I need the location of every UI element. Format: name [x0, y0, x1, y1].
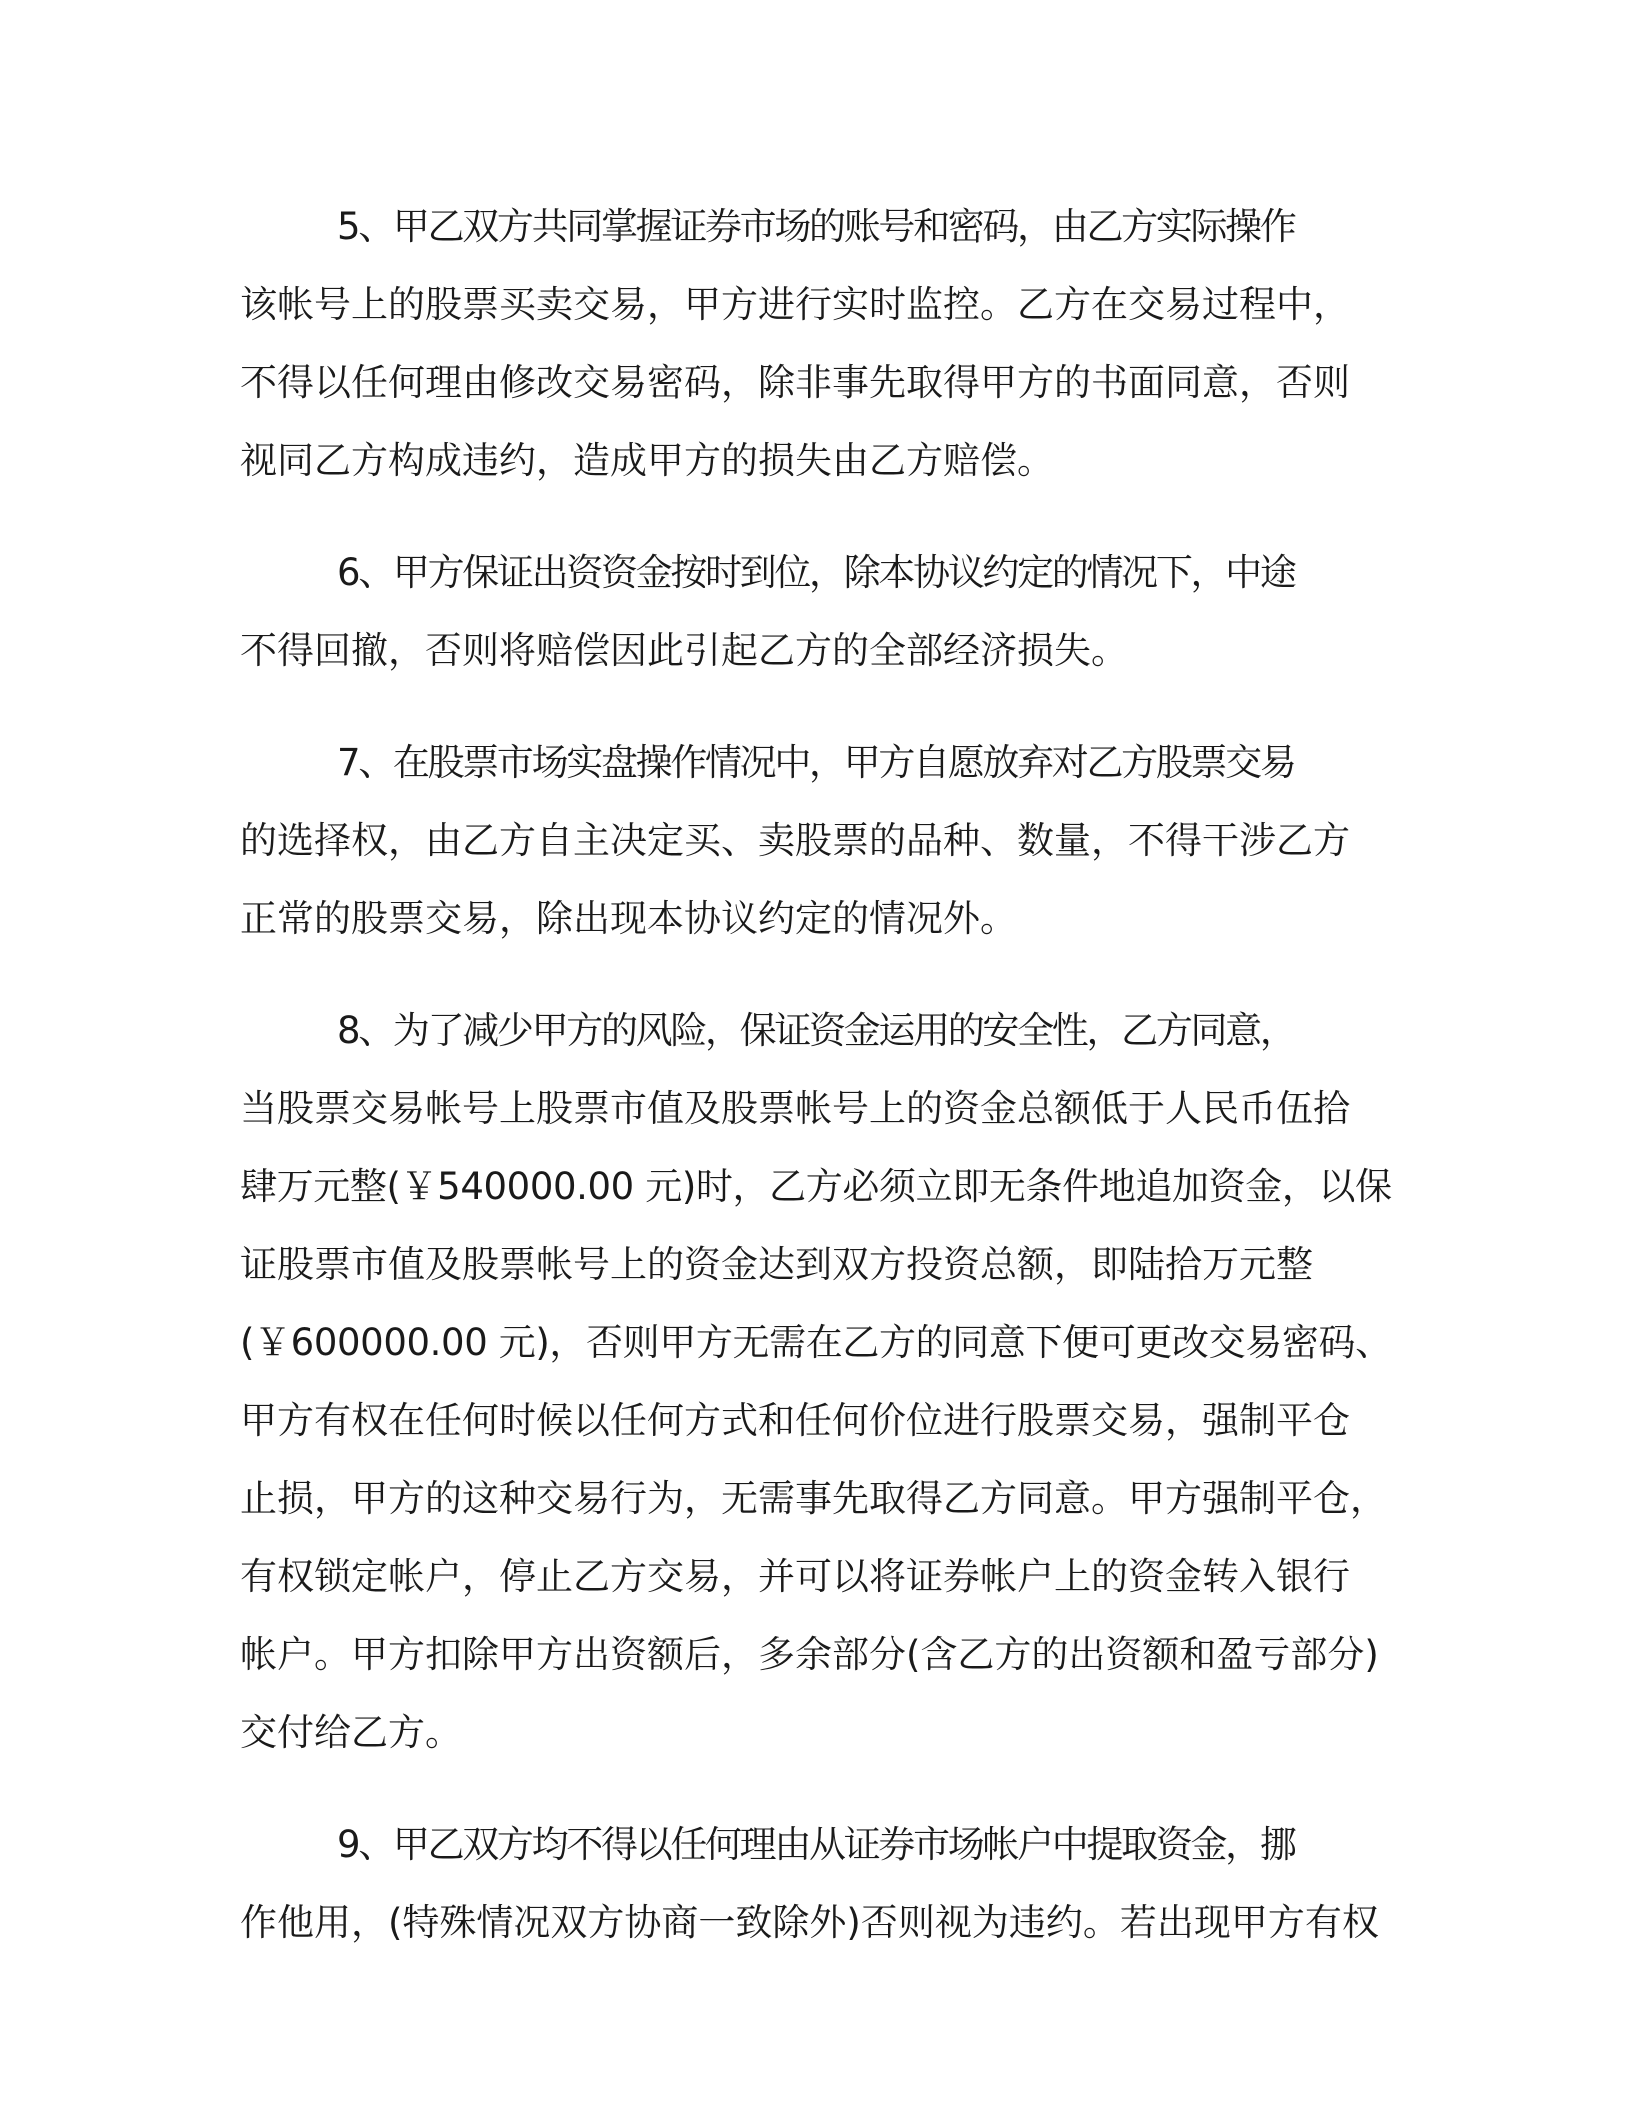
- text-line: 交付给乙方。: [240, 1711, 462, 1754]
- clause-6-paragraph: [240, 534, 1392, 690]
- text-line: 5、甲乙双方共同掌握证券市场的账号和密码，由乙方实际操作: [337, 205, 1295, 248]
- text-line: 正常的股票交易，除出现本协议约定的情况外。: [240, 897, 1017, 940]
- text-line: 6、甲方保证出资资金按时到位，除本协议约定的情况下，中途: [337, 551, 1295, 594]
- text-line: 9、甲乙双方均不得以任何理由从证券市场帐户中提取资金，挪: [337, 1823, 1295, 1866]
- text-line: 帐户。甲方扣除甲方出资额后，多余部分(含乙方的出资额和盈亏部分): [240, 1633, 1379, 1676]
- text-line: 止损，甲方的这种交易行为，无需事先取得乙方同意。甲方强制平仓，: [240, 1477, 1387, 1520]
- text-line: 肆万元整(￥540000.00 元)时，乙方必须立即无条件地追加资金，以保: [240, 1165, 1392, 1208]
- text-line: 有权锁定帐户，停止乙方交易，并可以将证券帐户上的资金转入银行: [240, 1555, 1350, 1598]
- text-line: 不得以任何理由修改交易密码，除非事先取得甲方的书面同意，否则: [240, 361, 1350, 404]
- text-line: 证股票市值及股票帐号上的资金达到双方投资总额，即陆拾万元整: [240, 1243, 1313, 1286]
- clause-8-paragraph: [240, 992, 1392, 1772]
- text-line: 视同乙方构成违约，造成甲方的损失由乙方赔偿。: [240, 439, 1054, 482]
- text-line: 当股票交易帐号上股票市值及股票帐号上的资金总额低于人民币伍拾: [240, 1087, 1350, 1130]
- text-line: 7、在股票市场实盘操作情况中，甲方自愿放弃对乙方股票交易: [337, 741, 1295, 784]
- text-line: 8、为了减少甲方的风险，保证资金运用的安全性，乙方同意，: [337, 1009, 1295, 1052]
- text-line: 该帐号上的股票买卖交易，甲方进行实时监控。乙方在交易过程中，: [240, 283, 1350, 326]
- text-line: 作他用，(特殊情况双方协商一致除外)否则视为违约。若出现甲方有权: [240, 1901, 1379, 1944]
- clause-7-paragraph: [240, 724, 1392, 958]
- document-body: [240, 188, 1392, 1996]
- text-line: 不得回撤，否则将赔偿因此引起乙方的全部经济损失。: [240, 629, 1128, 672]
- clause-5-paragraph: [240, 188, 1392, 500]
- text-line: (￥600000.00 元)，否则甲方无需在乙方的同意下便可更改交易密码、: [240, 1321, 1392, 1364]
- text-line: 甲方有权在任何时候以任何方式和任何价位进行股票交易，强制平仓: [240, 1399, 1350, 1442]
- text-line: 的选择权，由乙方自主决定买、卖股票的品种、数量，不得干涉乙方: [240, 819, 1350, 862]
- clause-9-paragraph: [240, 1806, 1392, 1962]
